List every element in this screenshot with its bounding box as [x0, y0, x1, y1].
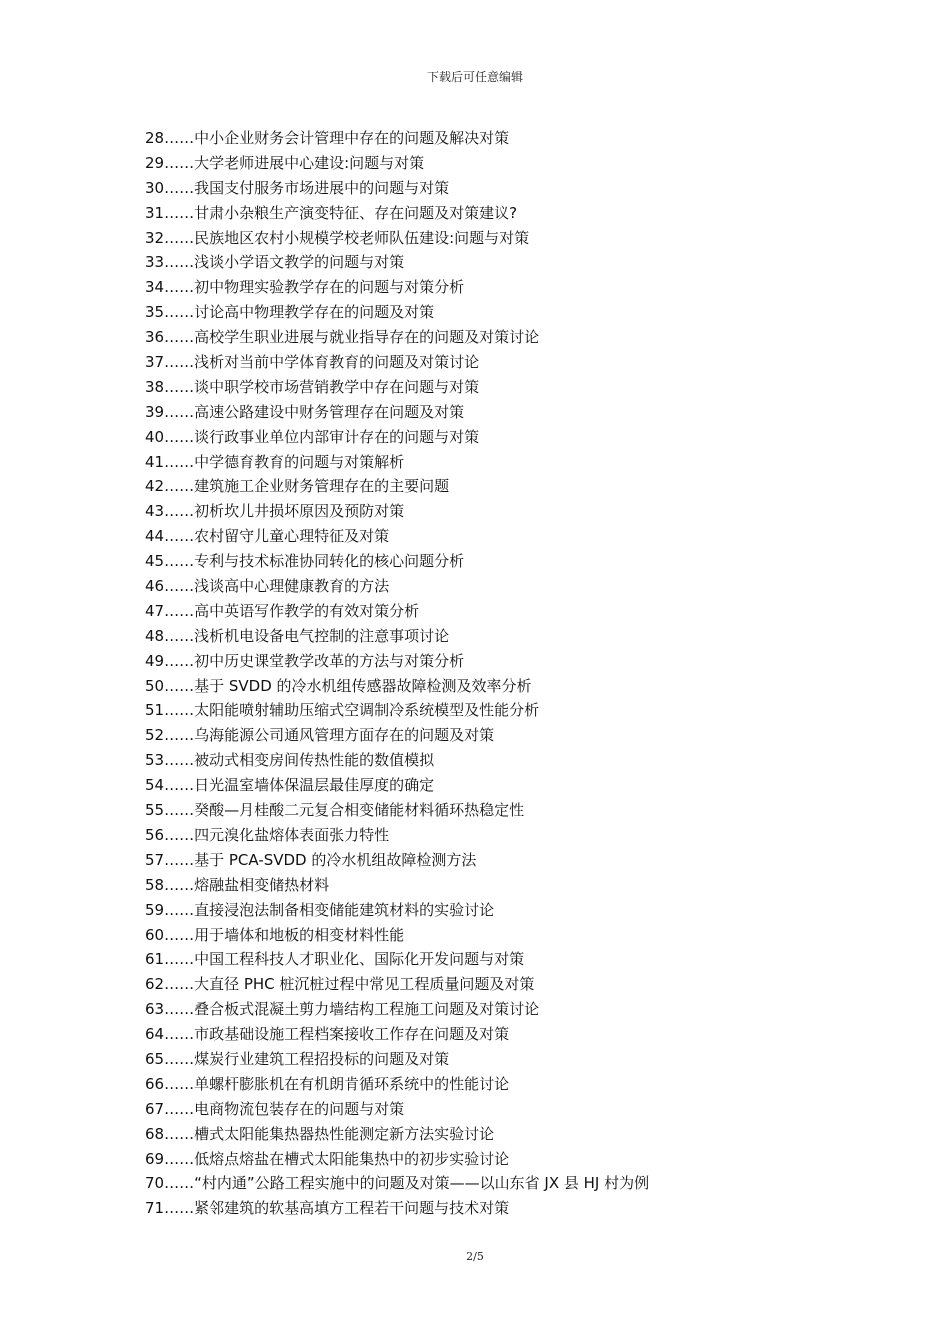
item-title: 高中英语写作教学的有效对策分析 — [194, 601, 420, 620]
item-title: 直接浸泡法制备相变储能建筑材料的实验讨论 — [194, 900, 495, 919]
item-separator: …… — [164, 527, 195, 546]
item-number: 66 — [145, 1074, 165, 1093]
item-number: 42 — [145, 477, 165, 496]
item-number: 41 — [145, 452, 165, 471]
item-number: 56 — [145, 825, 165, 844]
item-title: 叠合板式混凝土剪力墙结构工程施工问题及对策讨论 — [194, 1000, 540, 1019]
item-title: 我国支付服务市场进展中的问题与对策 — [194, 178, 450, 197]
list-item — [145, 549, 905, 574]
list-item — [145, 226, 905, 251]
page-footer — [0, 1250, 950, 1263]
item-number: 69 — [145, 1149, 165, 1168]
item-title: 中国工程科技人才职业化、国际化开发问题与对策 — [194, 950, 525, 969]
item-separator: …… — [164, 950, 195, 969]
item-number: 57 — [145, 850, 165, 869]
item-title: 市政基础设施工程档案接收工作存在问题及对策 — [194, 1025, 510, 1044]
item-title: 用于墙体和地板的相变材料性能 — [194, 925, 405, 944]
item-title: 太阳能喷射辅助压缩式空调制冷系统模型及性能分析 — [194, 701, 540, 720]
item-number: 58 — [145, 875, 165, 894]
item-separator: …… — [164, 1099, 195, 1118]
item-title: 民族地区农村小规模学校老师队伍建设:问题与对策 — [194, 228, 530, 247]
item-number: 32 — [145, 228, 165, 247]
item-title: 初中历史课堂教学改革的方法与对策分析 — [194, 651, 465, 670]
list-item — [145, 599, 905, 624]
list-item — [145, 325, 905, 350]
item-separator: …… — [164, 427, 195, 446]
item-number: 31 — [145, 203, 165, 222]
item-separator: …… — [164, 253, 195, 272]
list-item — [145, 674, 905, 699]
list-item — [145, 698, 905, 723]
page-number: 2/5 — [466, 1250, 484, 1263]
list-item — [145, 997, 905, 1022]
item-separator: …… — [164, 1074, 195, 1093]
item-title: 讨论高中物理教学存在的问题及对策 — [194, 303, 435, 322]
item-number: 45 — [145, 552, 165, 571]
item-separator: …… — [164, 328, 195, 347]
item-separator: …… — [164, 900, 195, 919]
list-item — [145, 773, 905, 798]
item-separator: …… — [164, 850, 195, 869]
item-separator: …… — [164, 1149, 195, 1168]
item-number: 70 — [145, 1174, 165, 1193]
item-separator: …… — [164, 651, 195, 670]
list-item — [145, 1047, 905, 1072]
item-separator: …… — [164, 402, 195, 421]
list-item — [145, 798, 905, 823]
item-title: 槽式太阳能集热器热性能测定新方法实验讨论 — [194, 1124, 495, 1143]
item-separator: …… — [164, 1049, 195, 1068]
item-number: 63 — [145, 1000, 165, 1019]
list-item — [145, 1196, 905, 1221]
item-number: 61 — [145, 950, 165, 969]
item-separator: …… — [164, 925, 195, 944]
item-title: 初中物理实验教学存在的问题与对策分析 — [194, 278, 465, 297]
list-item — [145, 126, 905, 151]
header-text: 下载后可任意编辑 — [426, 70, 523, 84]
list-item — [145, 1171, 905, 1196]
list-item — [145, 499, 905, 524]
item-separator: …… — [164, 153, 195, 172]
item-title: 紧邻建筑的软基高填方工程若干问题与技术对策 — [194, 1199, 510, 1218]
item-title: 煤炭行业建筑工程招投标的问题及对策 — [194, 1049, 450, 1068]
item-separator: …… — [164, 626, 195, 645]
item-number: 33 — [145, 253, 165, 272]
list-item — [145, 250, 905, 275]
list-item — [145, 748, 905, 773]
item-separator: …… — [164, 1000, 195, 1019]
item-title: 浅析机电设备电气控制的注意事项讨论 — [194, 626, 450, 645]
item-number: 51 — [145, 701, 165, 720]
item-number: 47 — [145, 601, 165, 620]
item-title: 乌海能源公司通风管理方面存在的问题及对策 — [194, 726, 495, 745]
item-separator: …… — [164, 751, 195, 770]
item-separator: …… — [164, 502, 195, 521]
item-number: 50 — [145, 676, 165, 695]
list-item — [145, 1122, 905, 1147]
list-item — [145, 1097, 905, 1122]
item-separator: …… — [164, 1025, 195, 1044]
list-item — [145, 1072, 905, 1097]
list-item — [145, 425, 905, 450]
list-item — [145, 649, 905, 674]
item-title: 浅谈小学语文教学的问题与对策 — [194, 253, 405, 272]
item-number: 36 — [145, 328, 165, 347]
item-title: 高校学生职业进展与就业指导存在的问题及对策讨论 — [194, 328, 540, 347]
item-number: 53 — [145, 751, 165, 770]
item-number: 44 — [145, 527, 165, 546]
item-number: 55 — [145, 801, 165, 820]
list-item — [145, 350, 905, 375]
item-separator: …… — [164, 477, 195, 496]
item-number: 37 — [145, 353, 165, 372]
item-title: 单螺杆膨胀机在有机朗肯循环系统中的性能讨论 — [194, 1074, 510, 1093]
list-item — [145, 300, 905, 325]
list-item — [145, 524, 905, 549]
item-number: 40 — [145, 427, 165, 446]
list-item — [145, 375, 905, 400]
item-separator: …… — [164, 577, 195, 596]
item-separator: …… — [164, 1199, 195, 1218]
item-number: 52 — [145, 726, 165, 745]
item-separator: …… — [164, 129, 195, 147]
item-separator: …… — [164, 801, 195, 820]
item-title: 日光温室墙体保温层最佳厚度的确定 — [194, 776, 435, 795]
item-separator: …… — [164, 278, 195, 297]
list-item — [145, 848, 905, 873]
item-number: 35 — [145, 303, 165, 322]
item-separator: …… — [164, 726, 195, 745]
item-number: 28 — [145, 129, 165, 147]
list-item — [145, 151, 905, 176]
item-number: 43 — [145, 502, 165, 521]
item-title: 低熔点熔盐在槽式太阳能集热中的初步实验讨论 — [194, 1149, 510, 1168]
item-separator: …… — [164, 701, 195, 720]
item-title: 癸酸—月桂酸二元复合相变储能材料循环热稳定性 — [194, 801, 525, 820]
item-number: 38 — [145, 377, 165, 396]
item-title: 甘肃小杂粮生产演变特征、存在问题及对策建议? — [194, 203, 518, 222]
item-number: 59 — [145, 900, 165, 919]
item-number: 34 — [145, 278, 165, 297]
list-item — [145, 1147, 905, 1172]
item-title: 被动式相变房间传热性能的数值模拟 — [194, 751, 435, 770]
item-separator: …… — [164, 452, 195, 471]
list-item — [145, 275, 905, 300]
item-separator: …… — [164, 676, 195, 695]
item-title: 中学德育教育的问题与对策解析 — [194, 452, 405, 471]
item-number: 30 — [145, 178, 165, 197]
item-title: 电商物流包装存在的问题与对策 — [194, 1099, 405, 1118]
item-title: 大直径 PHC 桩沉桩过程中常见工程质量问题及对策 — [194, 975, 535, 994]
item-separator: …… — [164, 875, 195, 894]
item-separator: …… — [164, 178, 195, 197]
item-title: 谈中职学校市场营销教学中存在问题与对策 — [194, 377, 480, 396]
item-title: 大学老师进展中心建设:问题与对策 — [194, 153, 425, 172]
item-title: 建筑施工企业财务管理存在的主要问题 — [194, 477, 450, 496]
list-item — [145, 873, 905, 898]
list-item — [145, 474, 905, 499]
item-number: 65 — [145, 1049, 165, 1068]
item-title: 基于 PCA-SVDD 的冷水机组故障检测方法 — [194, 850, 477, 869]
item-separator: …… — [164, 353, 195, 372]
item-separator: …… — [164, 1124, 195, 1143]
item-number: 48 — [145, 626, 165, 645]
item-separator: …… — [164, 552, 195, 571]
item-separator: …… — [164, 228, 195, 247]
list-item — [145, 574, 905, 599]
item-title: 浅析对当前中学体育教育的问题及对策讨论 — [194, 353, 480, 372]
list-item — [145, 400, 905, 425]
item-title: 初析坎儿井损坏原因及预防对策 — [194, 502, 405, 521]
list-item — [145, 624, 905, 649]
list-item — [145, 823, 905, 848]
item-separator: …… — [164, 601, 195, 620]
list-item — [145, 450, 905, 475]
item-number: 67 — [145, 1099, 165, 1118]
item-title: 专利与技术标准协同转化的核心问题分析 — [194, 552, 465, 571]
item-number: 62 — [145, 975, 165, 994]
item-number: 39 — [145, 402, 165, 421]
item-separator: …… — [164, 975, 195, 994]
item-separator: …… — [164, 377, 195, 396]
item-number: 29 — [145, 153, 165, 172]
item-number: 46 — [145, 577, 165, 596]
list-item — [145, 972, 905, 997]
item-separator: …… — [164, 203, 195, 222]
item-title: 农村留守儿童心理特征及对策 — [194, 527, 390, 546]
item-title: 四元溴化盐熔体表面张力特性 — [194, 825, 390, 844]
list-item — [145, 923, 905, 948]
item-title: 中小企业财务会计管理中存在的问题及解决对策 — [194, 129, 510, 147]
item-separator: …… — [164, 1174, 195, 1193]
list-item — [145, 723, 905, 748]
item-title: “村内通”公路工程实施中的问题及对策——以山东省 JX 县 HJ 村为例 — [194, 1174, 650, 1193]
title-list — [145, 126, 905, 1221]
item-number: 54 — [145, 776, 165, 795]
item-number: 49 — [145, 651, 165, 670]
item-number: 64 — [145, 1025, 165, 1044]
list-item — [145, 201, 905, 226]
list-item — [145, 947, 905, 972]
item-title: 浅谈高中心理健康教育的方法 — [194, 577, 390, 596]
list-item — [145, 898, 905, 923]
item-separator: …… — [164, 825, 195, 844]
item-title: 基于 SVDD 的冷水机组传感器故障检测及效率分析 — [194, 676, 532, 695]
item-number: 68 — [145, 1124, 165, 1143]
item-number: 60 — [145, 925, 165, 944]
item-separator: …… — [164, 776, 195, 795]
item-number: 71 — [145, 1199, 165, 1218]
page-header — [0, 68, 950, 85]
item-separator: …… — [164, 303, 195, 322]
list-item — [145, 176, 905, 201]
item-title: 高速公路建设中财务管理存在问题及对策 — [194, 402, 465, 421]
item-title: 谈行政事业单位内部审计存在的问题与对策 — [194, 427, 480, 446]
item-title: 熔融盐相变储热材料 — [194, 875, 330, 894]
list-item — [145, 1022, 905, 1047]
